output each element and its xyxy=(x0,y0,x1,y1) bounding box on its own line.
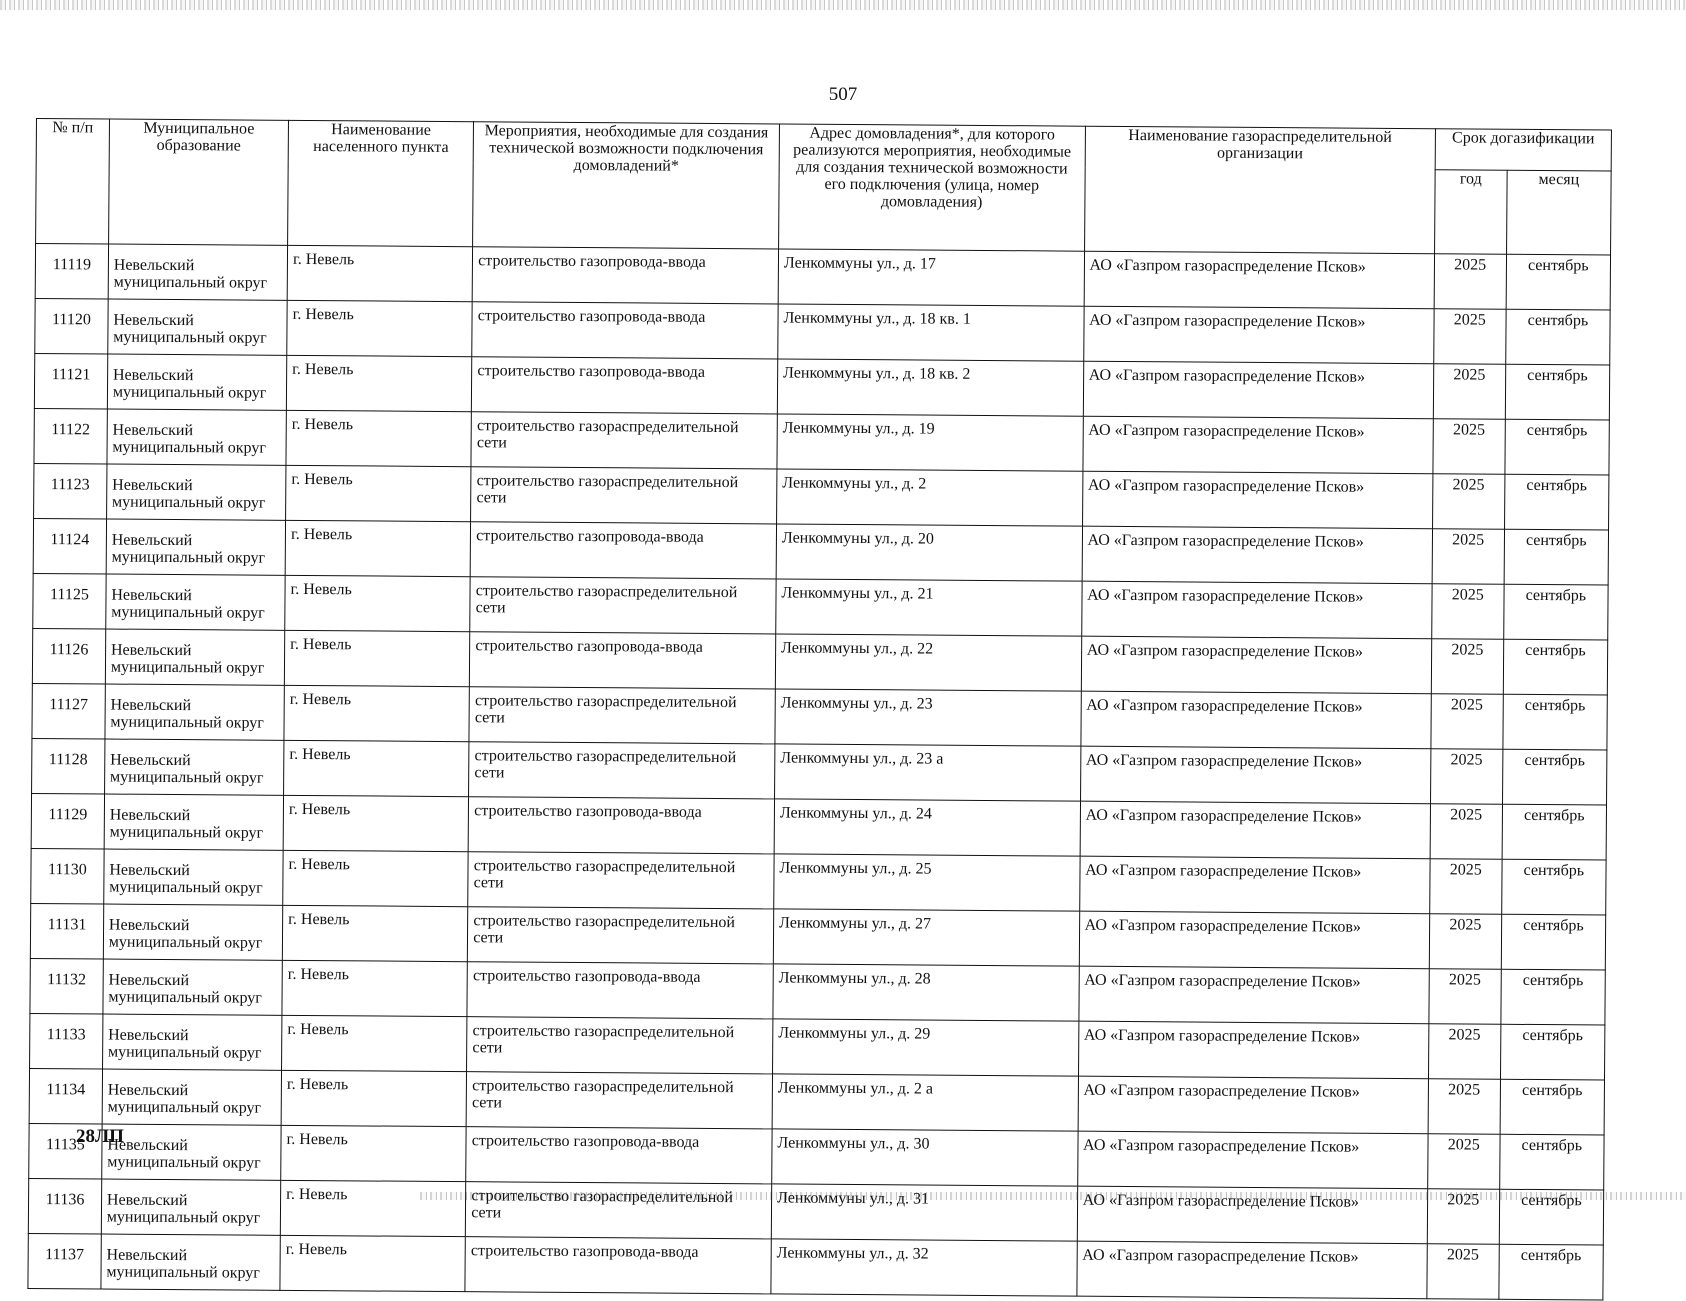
municipality-cell: Невельский муниципальный округ xyxy=(108,299,288,355)
locality-cell: г. Невель xyxy=(281,1070,467,1126)
address-cell: Ленкоммуны ул., д. 22 xyxy=(775,634,1081,691)
address-cell: Ленкоммуны ул., д. 20 xyxy=(776,524,1082,581)
locality-cell: г. Невель xyxy=(286,410,472,466)
locality-cell: г. Невель xyxy=(283,850,469,906)
organization-cell: АО «Газпром газораспределение Псков» xyxy=(1079,856,1430,914)
organization-cell: АО «Газпром газораспределение Псков» xyxy=(1083,361,1434,419)
measure-cell: строительство газопровода-ввода xyxy=(472,357,778,414)
measure-cell: строительство газораспределительной сети xyxy=(469,687,775,744)
year-cell: 2025 xyxy=(1430,804,1502,860)
locality-cell: г. Невель xyxy=(284,685,470,741)
address-cell: Ленкоммуны ул., д. 27 xyxy=(773,909,1079,966)
locality-cell: г. Невель xyxy=(287,300,473,356)
locality-cell: г. Невель xyxy=(282,1015,468,1071)
header-organization: Наименование газораспределительной организации xyxy=(1084,126,1435,254)
month-cell: сентябрь xyxy=(1499,1244,1604,1300)
municipality-cell: Невельский муниципальный округ xyxy=(101,1179,281,1235)
row-number: 11137 xyxy=(28,1233,101,1289)
municipality-cell: Невельский муниципальный округ xyxy=(106,574,286,630)
header-num: № п/п xyxy=(36,119,110,245)
municipality-cell: Невельский муниципальный округ xyxy=(104,739,284,795)
measure-cell: строительство газопровода-ввода xyxy=(472,302,778,359)
year-cell: 2025 xyxy=(1429,969,1501,1025)
month-cell: сентябрь xyxy=(1503,584,1608,640)
locality-cell: г. Невель xyxy=(280,1180,466,1236)
municipality-cell: Невельский муниципальный округ xyxy=(101,1234,281,1290)
header-month: месяц xyxy=(1506,170,1611,255)
measure-cell: строительство газораспределительной сети xyxy=(466,1182,772,1239)
address-cell: Ленкоммуны ул., д. 30 xyxy=(772,1129,1078,1186)
row-number: 11120 xyxy=(35,298,108,354)
month-cell: сентябрь xyxy=(1505,364,1610,420)
locality-cell: г. Невель xyxy=(282,905,468,961)
year-cell: 2025 xyxy=(1430,749,1502,805)
organization-cell: АО «Газпром газораспределение Псков» xyxy=(1082,526,1433,584)
locality-cell: г. Невель xyxy=(283,795,469,851)
locality-cell: г. Невель xyxy=(280,1235,466,1291)
measure-cell: строительство газораспределительной сети xyxy=(471,412,777,469)
municipality-cell: Невельский муниципальный округ xyxy=(102,1124,282,1180)
row-number: 11125 xyxy=(33,573,106,629)
municipality-cell: Невельский муниципальный округ xyxy=(103,959,283,1015)
municipality-cell: Невельский муниципальный округ xyxy=(103,904,283,960)
header-measures: Мероприятия, необходимые для создания технической возможности подключения домовладений* xyxy=(473,122,780,249)
table-header xyxy=(36,119,1612,256)
municipality-cell: Невельский муниципальный округ xyxy=(108,244,288,300)
municipality-cell: Невельский муниципальный округ xyxy=(105,684,285,740)
month-cell: сентябрь xyxy=(1500,1024,1605,1080)
header-locality: Наименование населенного пункта xyxy=(288,120,474,246)
year-cell: 2025 xyxy=(1428,1134,1500,1190)
municipality-cell: Невельский муниципальный округ xyxy=(104,849,284,905)
address-cell: Ленкоммуны ул., д. 23 xyxy=(775,689,1081,746)
organization-cell: АО «Газпром газораспределение Псков» xyxy=(1081,691,1432,749)
month-cell: сентябрь xyxy=(1499,1134,1604,1190)
locality-cell: г. Невель xyxy=(286,465,472,521)
organization-cell: АО «Газпром газораспределение Псков» xyxy=(1076,1241,1427,1299)
year-cell: 2025 xyxy=(1432,474,1504,530)
measure-cell: строительство газораспределительной сети xyxy=(467,1017,773,1074)
row-number: 11131 xyxy=(30,903,103,959)
row-number: 11128 xyxy=(32,738,105,794)
address-cell: Ленкоммуны ул., д. 23 а xyxy=(774,744,1080,801)
year-cell: 2025 xyxy=(1432,529,1504,585)
organization-cell: АО «Газпром газораспределение Псков» xyxy=(1081,581,1432,639)
footer-code: 28ЛП xyxy=(76,1126,124,1147)
year-cell: 2025 xyxy=(1433,419,1505,475)
locality-cell: г. Невель xyxy=(286,355,472,411)
locality-cell: г. Невель xyxy=(285,520,471,576)
organization-cell: АО «Газпром газораспределение Псков» xyxy=(1080,801,1431,859)
year-cell: 2025 xyxy=(1431,639,1503,695)
municipality-cell: Невельский муниципальный округ xyxy=(107,354,287,410)
month-cell: сентябрь xyxy=(1504,474,1609,530)
gasification-table-wrapper xyxy=(27,118,1612,1301)
row-number: 11129 xyxy=(31,793,104,849)
table-row xyxy=(28,1233,1603,1300)
header-year: год xyxy=(1434,170,1506,255)
address-cell: Ленкоммуны ул., д. 32 xyxy=(771,1239,1077,1296)
year-cell: 2025 xyxy=(1430,859,1502,915)
year-cell: 2025 xyxy=(1434,254,1506,310)
month-cell: сентябрь xyxy=(1504,529,1609,585)
organization-cell: АО «Газпром газораспределение Псков» xyxy=(1084,251,1435,309)
row-number: 11136 xyxy=(28,1178,101,1234)
municipality-cell: Невельский муниципальный округ xyxy=(102,1014,282,1070)
row-number: 11122 xyxy=(34,408,107,464)
measure-cell: строительство газораспределительной сети xyxy=(470,577,776,634)
locality-cell: г. Невель xyxy=(282,960,468,1016)
month-cell: сентябрь xyxy=(1502,749,1607,805)
organization-cell: АО «Газпром газораспределение Псков» xyxy=(1083,416,1434,474)
gasification-table xyxy=(27,118,1612,1301)
year-cell: 2025 xyxy=(1431,694,1503,750)
year-cell: 2025 xyxy=(1427,1189,1499,1245)
locality-cell: г. Невель xyxy=(284,740,470,796)
measure-cell: строительство газопровода-ввода xyxy=(466,1127,772,1184)
municipality-cell: Невельский муниципальный округ xyxy=(106,519,286,575)
page-number: 507 xyxy=(828,84,858,105)
row-number: 11132 xyxy=(30,958,103,1014)
table-body xyxy=(28,244,1611,1301)
municipality-cell: Невельский муниципальный округ xyxy=(107,409,287,465)
organization-cell: АО «Газпром газораспределение Псков» xyxy=(1078,1021,1429,1079)
organization-cell: АО «Газпром газораспределение Псков» xyxy=(1078,1076,1429,1134)
measure-cell: строительство газопровода-ввода xyxy=(470,632,776,689)
organization-cell: АО «Газпром газораспределение Псков» xyxy=(1080,746,1431,804)
header-term: Срок догазификации xyxy=(1435,129,1611,171)
measure-cell: строительство газопровода-ввода xyxy=(468,797,774,854)
year-cell: 2025 xyxy=(1433,364,1505,420)
year-cell: 2025 xyxy=(1429,914,1501,970)
row-number: 11124 xyxy=(33,518,106,574)
organization-cell: АО «Газпром газораспределение Псков» xyxy=(1082,471,1433,529)
year-cell: 2025 xyxy=(1432,584,1504,640)
row-number: 11121 xyxy=(34,353,107,409)
month-cell: сентябрь xyxy=(1503,639,1608,695)
organization-cell: АО «Газпром газораспределение Псков» xyxy=(1077,1131,1428,1189)
municipality-cell: Невельский муниципальный округ xyxy=(105,629,285,685)
address-cell: Ленкоммуны ул., д. 28 xyxy=(773,964,1079,1021)
row-number: 11119 xyxy=(35,244,108,300)
locality-cell: г. Невель xyxy=(284,630,470,686)
measure-cell: строительство газораспределительной сети xyxy=(468,907,774,964)
locality-cell: г. Невель xyxy=(287,245,473,301)
address-cell: Ленкоммуны ул., д. 2 xyxy=(776,469,1082,526)
year-cell: 2025 xyxy=(1428,1079,1500,1135)
measure-cell: строительство газораспределительной сети xyxy=(466,1072,772,1129)
measure-cell: строительство газопровода-ввода xyxy=(465,1237,771,1294)
measure-cell: строительство газопровода-ввода xyxy=(467,962,773,1019)
scan-edge-top xyxy=(0,0,1686,10)
address-cell: Ленкоммуны ул., д. 24 xyxy=(774,799,1080,856)
address-cell: Ленкоммуны ул., д. 17 xyxy=(778,249,1084,306)
municipality-cell: Невельский муниципальный округ xyxy=(102,1069,282,1125)
month-cell: сентябрь xyxy=(1501,914,1606,970)
header-municipality: Муниципальное образование xyxy=(108,119,288,245)
row-number: 11126 xyxy=(32,628,105,684)
measure-cell: строительство газораспределительной сети xyxy=(468,852,774,909)
row-number: 11130 xyxy=(31,848,104,904)
measure-cell: строительство газораспределительной сети xyxy=(471,467,777,524)
row-number: 11133 xyxy=(30,1013,103,1069)
organization-cell: АО «Газпром газораспределение Псков» xyxy=(1079,966,1430,1024)
address-cell: Ленкоммуны ул., д. 25 xyxy=(774,854,1080,911)
locality-cell: г. Невель xyxy=(281,1125,467,1181)
month-cell: сентябрь xyxy=(1505,309,1610,365)
address-cell: Ленкоммуны ул., д. 18 кв. 1 xyxy=(778,304,1084,361)
month-cell: сентябрь xyxy=(1501,859,1606,915)
municipality-cell: Невельский муниципальный округ xyxy=(104,794,284,850)
measure-cell: строительство газораспределительной сети xyxy=(469,742,775,799)
row-number: 11134 xyxy=(29,1068,102,1124)
month-cell: сентябрь xyxy=(1503,694,1608,750)
organization-cell: АО «Газпром газораспределение Псков» xyxy=(1083,306,1434,364)
address-cell: Ленкоммуны ул., д. 21 xyxy=(776,579,1082,636)
organization-cell: АО «Газпром газораспределение Псков» xyxy=(1079,911,1430,969)
year-cell: 2025 xyxy=(1434,309,1506,365)
month-cell: сентябрь xyxy=(1500,1079,1605,1135)
row-number: 11127 xyxy=(32,683,105,739)
row-number: 11135 xyxy=(29,1123,102,1179)
month-cell: сентябрь xyxy=(1506,254,1611,310)
measure-cell: строительство газопровода-ввода xyxy=(472,247,778,304)
month-cell: сентябрь xyxy=(1501,969,1606,1025)
month-cell: сентябрь xyxy=(1499,1189,1604,1245)
row-number: 11123 xyxy=(34,463,107,519)
address-cell: Ленкоммуны ул., д. 2 а xyxy=(772,1074,1078,1131)
municipality-cell: Невельский муниципальный округ xyxy=(106,464,286,520)
organization-cell: АО «Газпром газораспределение Псков» xyxy=(1081,636,1432,694)
measure-cell: строительство газопровода-ввода xyxy=(470,522,776,579)
address-cell: Ленкоммуны ул., д. 19 xyxy=(777,414,1083,471)
year-cell: 2025 xyxy=(1427,1244,1499,1300)
address-cell: Ленкоммуны ул., д. 18 кв. 2 xyxy=(777,359,1083,416)
month-cell: сентябрь xyxy=(1502,804,1607,860)
address-cell: Ленкоммуны ул., д. 31 xyxy=(771,1184,1077,1241)
organization-cell: АО «Газпром газораспределение Псков» xyxy=(1077,1186,1428,1244)
month-cell: сентябрь xyxy=(1505,419,1610,475)
year-cell: 2025 xyxy=(1428,1024,1500,1080)
locality-cell: г. Невель xyxy=(285,575,471,631)
address-cell: Ленкоммуны ул., д. 29 xyxy=(772,1019,1078,1076)
header-address: Адрес домовладения*, для которого реализуются мероприятия, необходимые для создания технической возможности его подключения (улица, номер домовладения) xyxy=(778,124,1085,251)
